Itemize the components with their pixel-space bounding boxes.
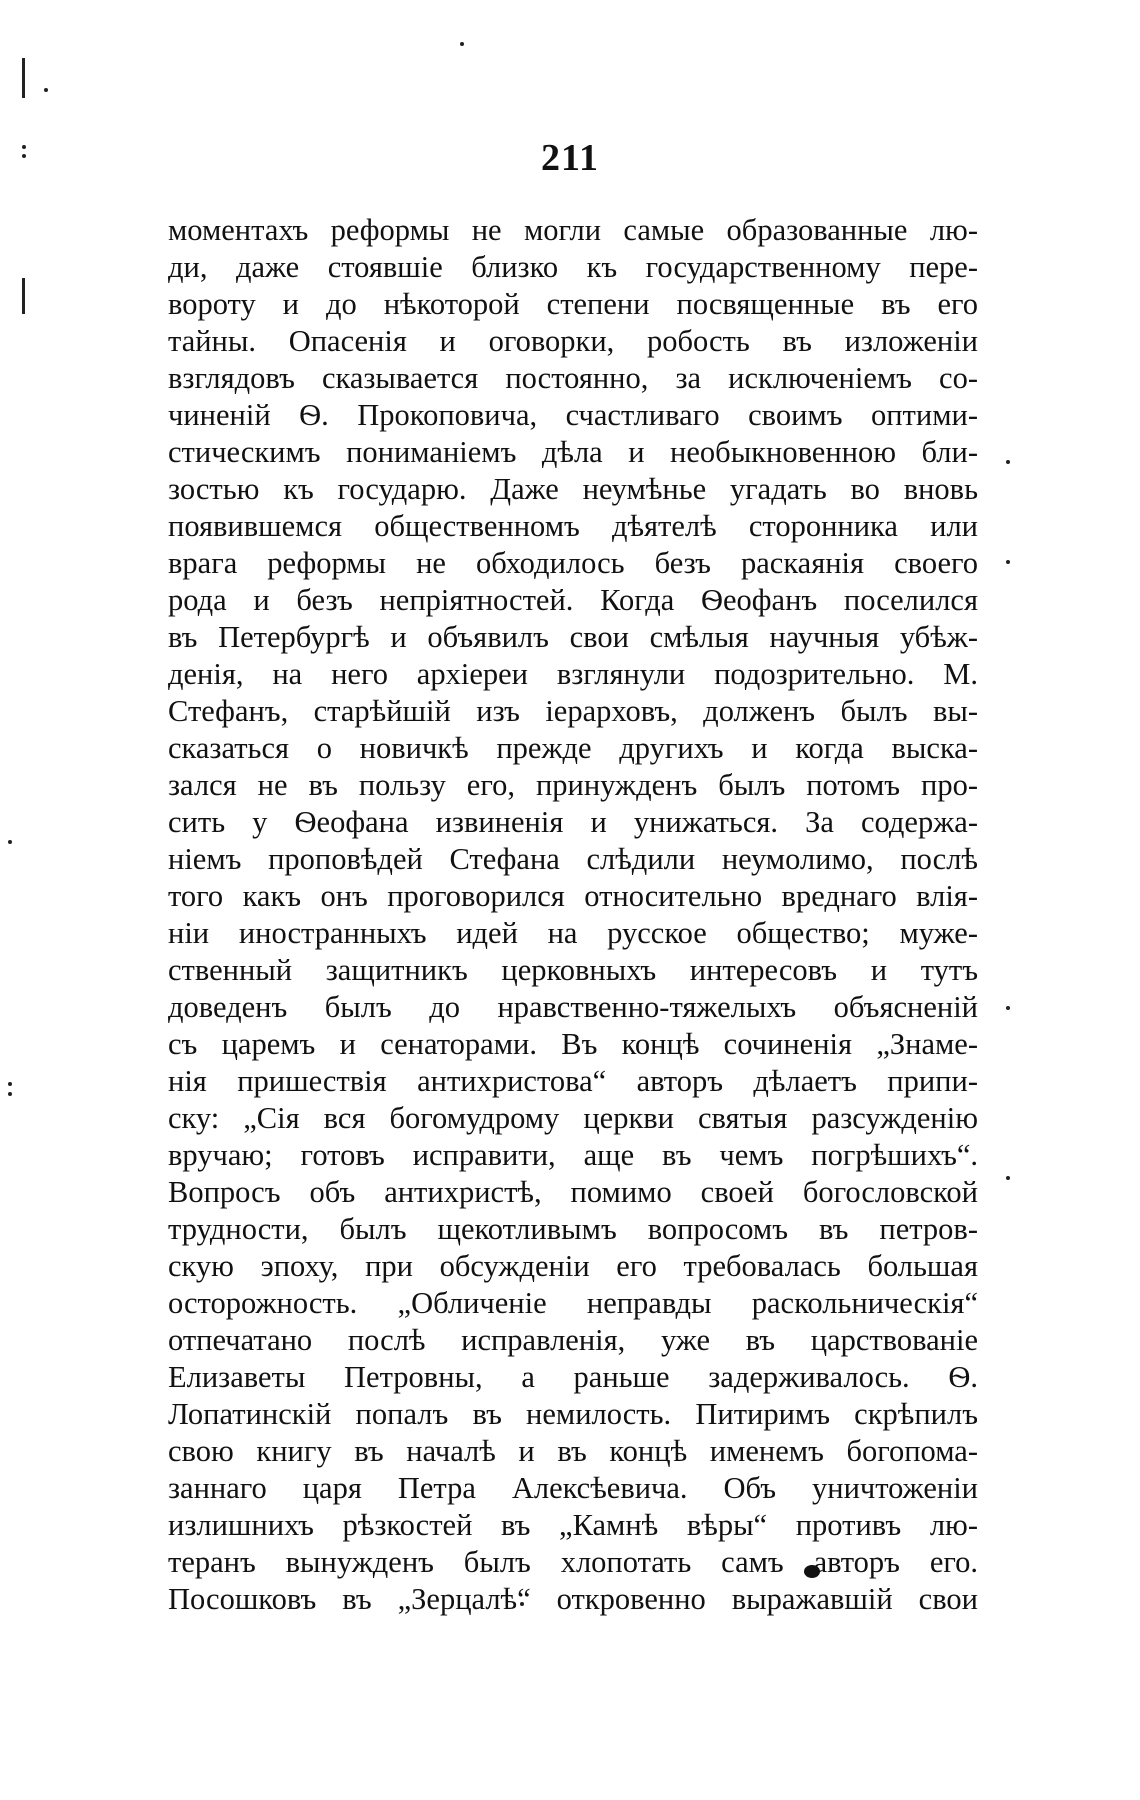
text-line: съ царемъ и сенаторами. Въ концѣ сочиненія „Знаме- — [168, 1027, 978, 1061]
body-text — [168, 212, 978, 1618]
text-line: Вопросъ объ антихристѣ, помимо своей богословской — [168, 1175, 978, 1209]
text-line: теранъ вынужденъ былъ хлопотать самъ авторъ его. — [168, 1545, 978, 1579]
text-line: Елизаветы Петровны, а раньше задерживалось. Ѳ. — [168, 1360, 978, 1394]
text-line: ску: „Сія вся богомудрому церкви святыя разсужденію — [168, 1101, 978, 1135]
text-line: скую эпоху, при обсужденіи его требовалась большая — [168, 1249, 978, 1283]
text-line: взглядовъ сказывается постоянно, за исключеніемъ со- — [168, 361, 978, 395]
text-line: трудности, былъ щекотливымъ вопросомъ въ петров- — [168, 1212, 978, 1246]
text-line: заннаго царя Петра Алексѣевича. Объ уничтоженіи — [168, 1471, 978, 1505]
text-line: врага реформы не обходилось безъ раскаянія своего — [168, 546, 978, 580]
page-number: 211 — [541, 137, 599, 179]
text-line: излишнихъ рѣзкостей въ „Камнѣ вѣры“ противъ лю- — [168, 1508, 978, 1542]
text-line: свою книгу въ началѣ и въ концѣ именемъ богопома- — [168, 1434, 978, 1468]
scan-speck — [460, 42, 464, 46]
text-line: рода и безъ непріятностей. Когда Ѳеофанъ поселился — [168, 583, 978, 617]
text-line: зался не въ пользу его, принужденъ былъ потомъ про- — [168, 768, 978, 802]
text-line: зостью къ государю. Даже неумѣнье угадать во вновь — [168, 472, 978, 506]
text-line: сказаться о новичкѣ прежде другихъ и когда выска- — [168, 731, 978, 765]
text-line: Посошковъ въ „Зерцалѣ“ откровенно выражавшій свои — [168, 1582, 978, 1616]
text-line: осторожность. „Обличеніе неправды раскольническія“ — [168, 1286, 978, 1320]
text-line: появившемся общественномъ дѣятелѣ сторонника или — [168, 509, 978, 543]
scan-speck — [8, 1092, 12, 1096]
scan-speck — [1006, 1176, 1010, 1180]
text-line: чиненій Ѳ. Прокоповича, счастливаго своимъ оптими- — [168, 398, 978, 432]
text-line: тайны. Опасенія и оговорки, робость въ изложеніи — [168, 324, 978, 358]
scan-margin-mark — [22, 58, 25, 98]
text-line: ніемъ проповѣдей Стефана слѣдили неумолимо, послѣ — [168, 842, 978, 876]
text-line: стическимъ пониманіемъ дѣла и необыкновенною бли- — [168, 435, 978, 469]
text-line: Стефанъ, старѣйшій изъ іерарховъ, долженъ былъ вы- — [168, 694, 978, 728]
text-line: отпечатано послѣ исправленія, уже въ царствованіе — [168, 1323, 978, 1357]
scan-speck — [1006, 560, 1010, 564]
text-line: въ Петербургѣ и объявилъ свои смѣлыя научныя убѣж- — [168, 620, 978, 654]
text-line: ственный защитникъ церковныхъ интересовъ и тутъ — [168, 953, 978, 987]
scan-speck — [1006, 1006, 1010, 1010]
text-line: моментахъ реформы не могли самые образованные лю- — [168, 213, 978, 247]
text-line: доведенъ былъ до нравственно-тяжелыхъ объясненій — [168, 990, 978, 1024]
scan-speck — [8, 1082, 12, 1086]
scan-margin-mark — [22, 278, 25, 314]
text-line: нія пришествія антихристова“ авторъ дѣлаетъ припи- — [168, 1064, 978, 1098]
text-line: вручаю; готовъ исправити, аще въ чемъ погрѣшихъ“. — [168, 1138, 978, 1172]
scan-speck — [1006, 460, 1010, 464]
text-line: вороту и до нѣкоторой степени посвященные въ его — [168, 287, 978, 321]
text-line: сить у Ѳеофана извиненія и унижаться. За содержа- — [168, 805, 978, 839]
scan-speck — [44, 88, 48, 92]
text-line: ди, даже стоявшіе близко къ государственному пере- — [168, 250, 978, 284]
text-line: того какъ онъ проговорился относительно вреднаго влія- — [168, 879, 978, 913]
text-line: денія, на него архіереи взглянули подозрительно. М. — [168, 657, 978, 691]
text-line: Лопатинскій попалъ въ немилость. Питиримъ скрѣпилъ — [168, 1397, 978, 1431]
text-line: ніи иностранныхъ идей на русское общество; муже- — [168, 916, 978, 950]
scan-speck — [8, 840, 12, 844]
